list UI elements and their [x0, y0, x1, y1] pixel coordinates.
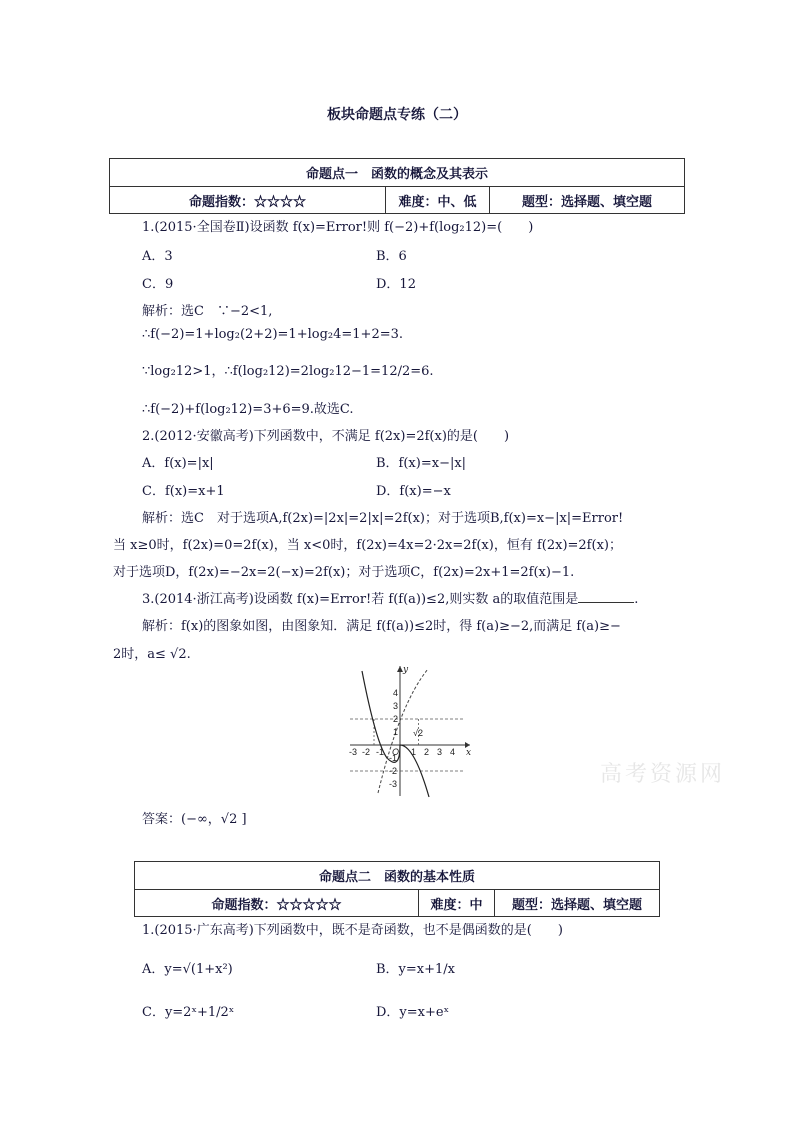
y-tick-label: 4: [393, 688, 399, 698]
q3-stem-text: 3.(2014·浙江高考)设函数 f(x)=Error!若 f(f(a))≤2,则实数 a的取值范围是: [142, 592, 579, 607]
q2-stem: 2.(2012·安徽高考)下列函数中，不满足 f(2x)=2f(x)的是( ): [142, 429, 510, 444]
q1-option-d: D．12: [376, 277, 416, 292]
watermark: 高考资源网: [600, 762, 726, 787]
section-1-index: 命题指数：☆☆☆☆: [110, 187, 386, 213]
q2-solution-3: 对于选项D，f(2x)=−2x=2(−x)=2f(x)；对于选项C，f(2x)=2x+1=2f(x)−1.: [113, 565, 575, 580]
x-tick-label: 4: [450, 747, 456, 757]
q2-solution-2: 当 x≥0时，f(2x)=0=2f(x)，当 x<0时，f(2x)=4x=2·2x=2f(x)，恒有 f(2x)=2f(x)；: [113, 538, 622, 553]
x-tick-label: 3: [437, 747, 443, 757]
s2-q1-option-d: D．y=x+eˣ: [376, 1005, 450, 1020]
q3-stem: 3.(2014·浙江高考)设函数 f(x)=Error!若 f(f(a))≤2,则实数 a的取值范围是 .: [142, 592, 639, 607]
page-title: 板块命题点专练（二）: [327, 107, 467, 123]
q1-solution-3: ∵log₂12>1，∴f(log₂12)=2log₂12−1=12/2=6.: [142, 364, 434, 379]
q2-option-a: A．f(x)=|x|: [142, 456, 214, 471]
q2-option-b: B．f(x)=x−|x|: [376, 456, 467, 471]
x-tick-label: -1: [376, 747, 385, 757]
y-tick-label: -1: [389, 753, 398, 763]
section-1-header-box: [109, 158, 685, 214]
s2-q1-stem: 1.(2015·广东高考)下列函数中，既不是奇函数，也不是偶函数的是( ): [142, 923, 563, 938]
q3-solution-1: 解析：f(x)的图象如图，由图象知．满足 f(f(a))≤2时，得 f(a)≥−2,而满足 f(a)≥−: [142, 619, 621, 634]
q1-option-b: B．6: [376, 249, 407, 264]
s2-q1-option-a: A．y=√(1+x²): [142, 962, 233, 977]
q3-answer-blank: [578, 590, 634, 603]
y-tick-label: -3: [389, 779, 398, 789]
s2-q1-option-b: B．y=x+1/x: [376, 962, 455, 977]
q3-solution-2: 2时，a≤ √2.: [113, 647, 191, 662]
x-axis-label: x: [466, 748, 472, 758]
function-graph: [348, 663, 478, 798]
section-2-title: 命题点二 函数的基本性质: [135, 862, 659, 890]
x-tick-label: -3: [349, 747, 358, 757]
section-2-difficulty: 难度：中: [419, 890, 495, 916]
q1-option-a: A．3: [142, 249, 173, 264]
q1-solution-4: ∴f(−2)+f(log₂12)=3+6=9.故选C.: [142, 402, 354, 417]
q1-solution-2: ∴f(−2)=1+log₂(2+2)=1+log₂4=1+2=3.: [142, 327, 404, 342]
y-axis-label: y: [403, 665, 409, 675]
q1-solution-1: 解析：选C ∵−2<1,: [142, 304, 273, 319]
q2-option-c: C．f(x)=x+1: [142, 484, 225, 499]
q2-solution-1: 解析：选C 对于选项A,f(2x)=|2x|=2|x|=2f(x)；对于选项B,f(x)=x−|x|=Error!: [142, 511, 624, 526]
q3-answer: 答案：(−∞，√2 ]: [142, 812, 247, 827]
section-2-header-box: [134, 861, 660, 917]
q1-option-c: C．9: [142, 277, 174, 292]
origin-label: O: [392, 747, 400, 757]
q1-stem: 1.(2015·全国卷Ⅱ)设函数 f(x)=Error!则 f(−2)+f(log₂12)=( ): [142, 220, 534, 235]
x-tick-label: 2: [424, 747, 430, 757]
section-2-index: 命题指数：☆☆☆☆☆: [135, 890, 419, 916]
y-tick-label: -2: [389, 766, 398, 776]
section-2-qtype: 题型：选择题、填空题: [511, 897, 642, 913]
q2-option-d: D．f(x)=−x: [376, 484, 451, 499]
y-tick-label: 2: [393, 714, 399, 724]
y-tick-label: 1: [393, 727, 399, 737]
sqrt2-label: √2: [413, 728, 423, 738]
x-tick-label: -2: [362, 747, 371, 757]
section-1-qtype: 题型：选择题、填空题: [521, 194, 652, 210]
x-tick-label: 1: [411, 747, 417, 757]
section-1-title: 命题点一 函数的概念及其表示: [110, 159, 684, 187]
s2-q1-option-c: C．y=2ˣ+1/2ˣ: [142, 1005, 235, 1020]
y-tick-label: 3: [393, 701, 399, 711]
section-1-difficulty: 难度：中、低: [386, 187, 490, 213]
